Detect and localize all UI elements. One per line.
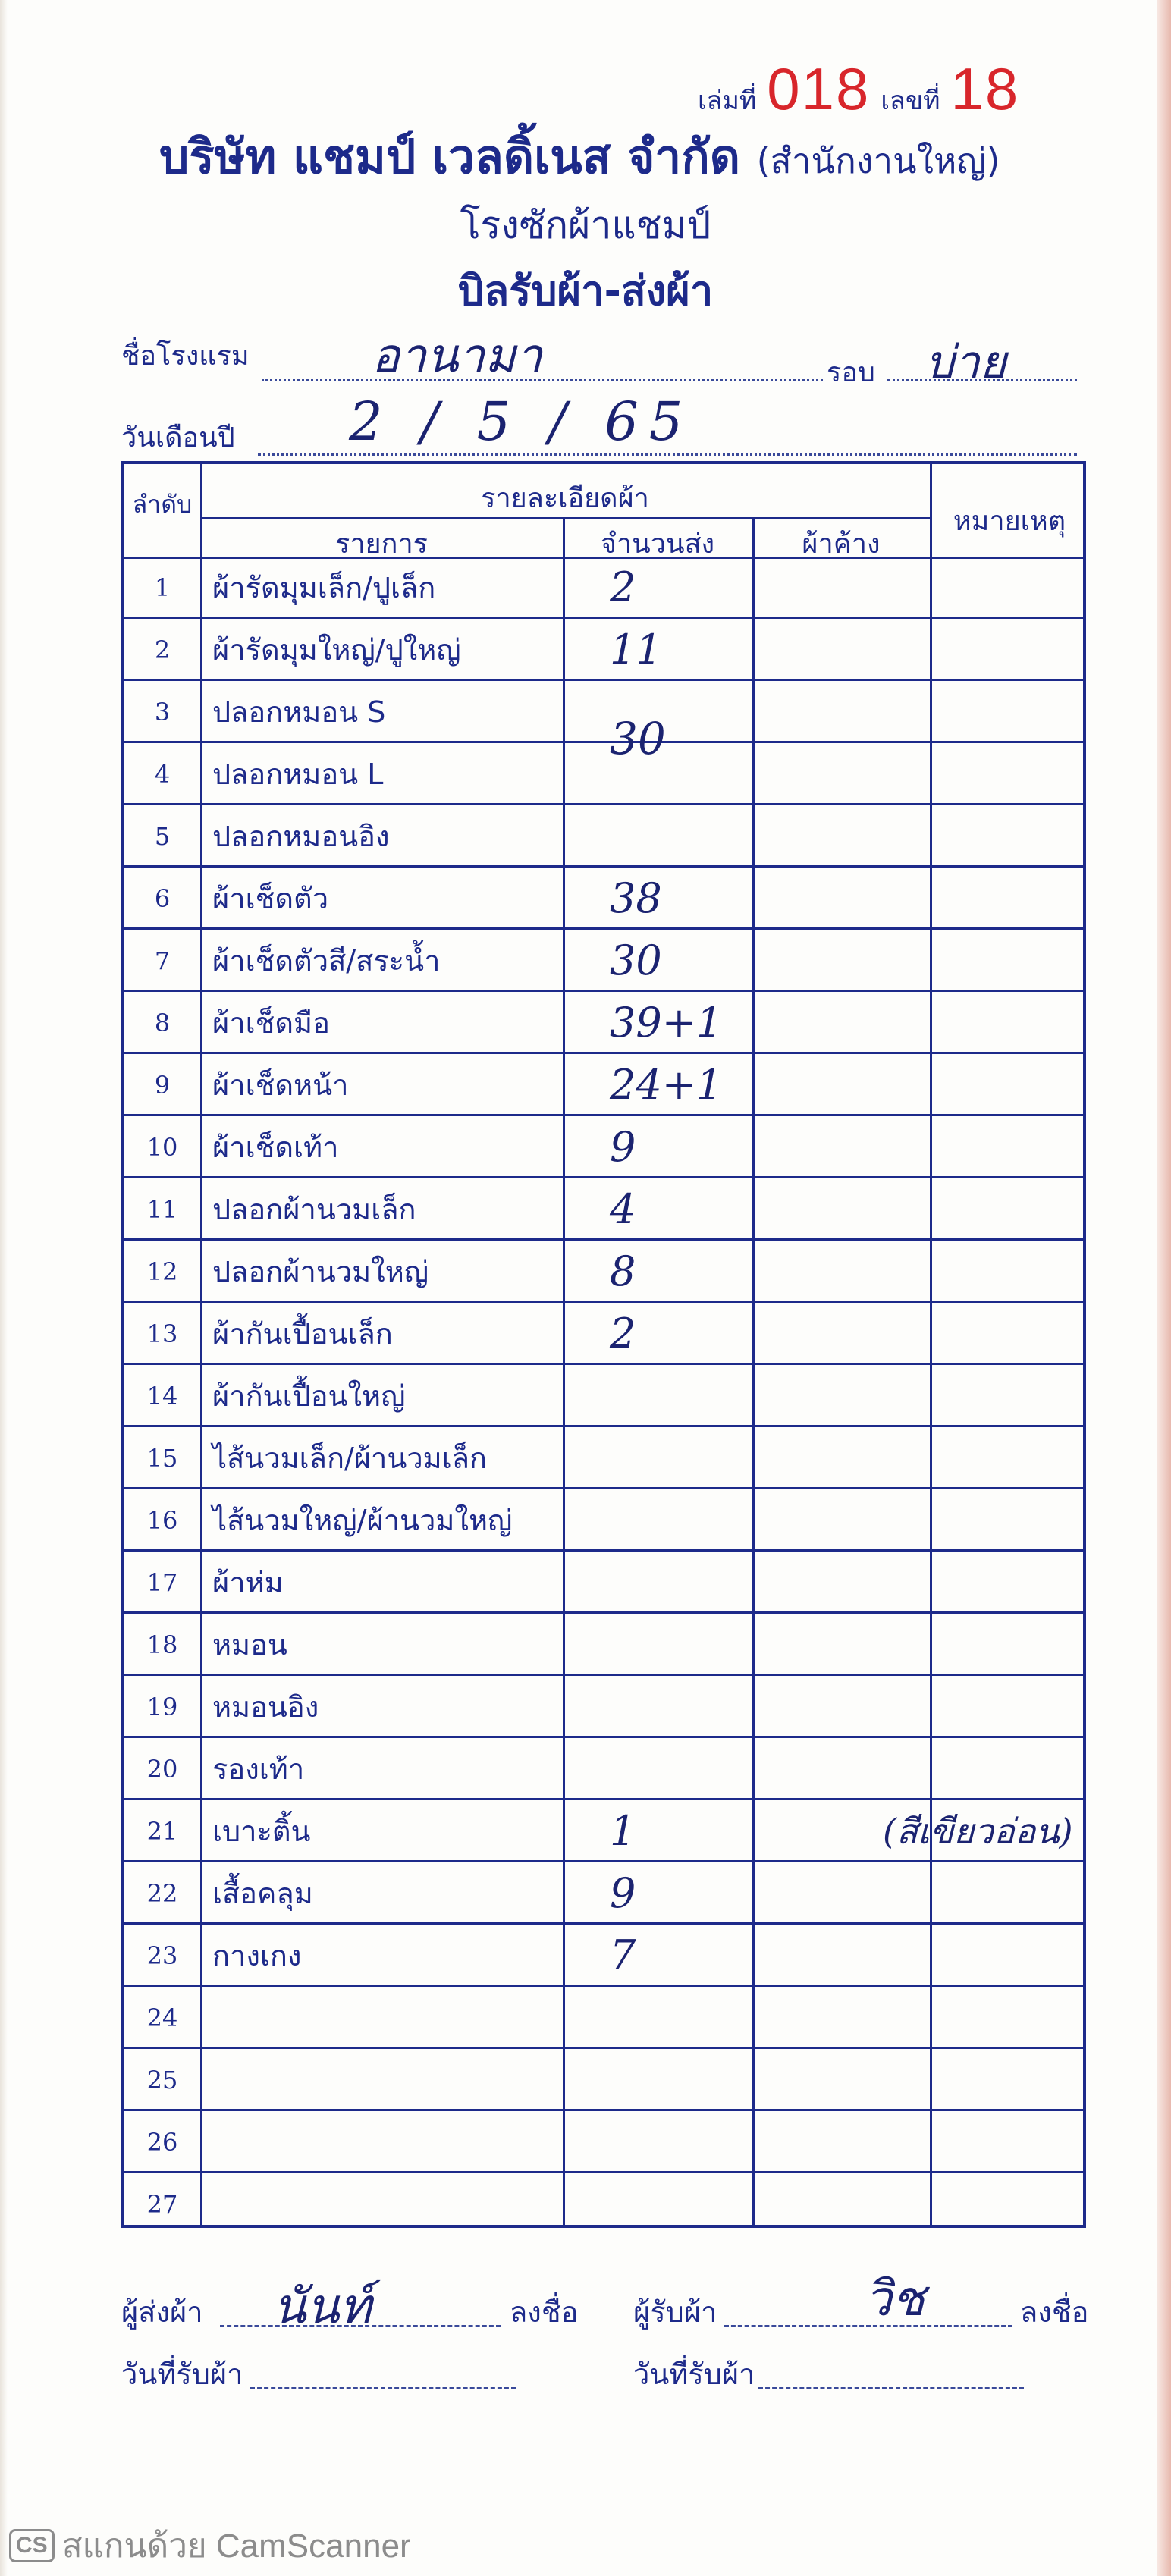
table-row (124, 1489, 1083, 1552)
row-item: ผ้ารัดมุมเล็ก/ปูเล็ก (212, 571, 436, 604)
table-row (124, 557, 1083, 619)
row-remark: (สีเขียวอ่อน) (883, 1811, 1073, 1852)
row-number: 25 (146, 2066, 178, 2094)
row-qty: 9 (610, 1123, 636, 1171)
book-number-block (698, 55, 1019, 124)
table-row (124, 1303, 1083, 1365)
row-qty: 9 (610, 1869, 636, 1917)
table-row (124, 1241, 1083, 1303)
row-item: รองเท้า (212, 1752, 305, 1786)
table-row (124, 2049, 1083, 2111)
row-qty: 8 (610, 1247, 636, 1295)
row-number: 10 (146, 1133, 178, 1162)
row-number: 4 (154, 760, 171, 789)
table-row (124, 1054, 1083, 1116)
row-number: 13 (146, 1319, 178, 1348)
row-number: 11 (146, 1195, 178, 1224)
row-number: 1 (154, 573, 171, 602)
table-row (124, 1676, 1083, 1738)
row-number: 19 (146, 1693, 178, 1721)
col-item-header: รายการ (335, 529, 428, 560)
table-row (124, 619, 1083, 681)
hotel-label: ชื่อโรงแรม (121, 340, 250, 372)
company-name (159, 120, 1069, 194)
number-label: เลขที่ (881, 86, 940, 116)
table-row (124, 2111, 1083, 2173)
table-row (124, 1552, 1083, 1614)
row-item: ผ้าห่ม (212, 1566, 284, 1599)
row-qty (610, 1365, 837, 1427)
row-qty: 2 (610, 563, 636, 611)
row-qty (610, 1614, 837, 1676)
receiver-sign-label: ลงชื่อ (1020, 2295, 1089, 2329)
row-item: ไส้นวมเล็ก/ผ้านวมเล็ก (212, 1442, 488, 1475)
row-number: 8 (154, 1009, 171, 1037)
sender-date-label: วันที่รับผ้า (121, 2358, 243, 2391)
merged-qty-3-4: 30 (610, 713, 666, 764)
company-suffix: (สำนักงานใหญ่) (756, 140, 1000, 181)
row-item: กางเกง (212, 1939, 302, 1972)
row-number: 9 (154, 1071, 171, 1100)
laundry-table (121, 461, 1086, 2228)
hotel-value: อานามา (372, 328, 542, 383)
table-row (124, 868, 1083, 930)
row-number: 17 (146, 1568, 178, 1597)
row-qty: 1 (610, 1807, 636, 1855)
row-item: ผ้าเช็ดเท้า (212, 1131, 339, 1164)
row-qty (610, 2049, 837, 2111)
receiver-date-label: วันที่รับผ้า (633, 2358, 755, 2391)
row-item: ปลอกผ้านวมเล็ก (212, 1193, 416, 1226)
row-qty: 4 (610, 1185, 636, 1233)
row-item: ผ้าเช็ดตัว (212, 882, 329, 915)
table-row (124, 743, 1083, 805)
date-label: วันเดือนปี (121, 422, 235, 453)
row-number: 16 (146, 1506, 178, 1535)
row-item: ผ้าเช็ดตัวสี/สระน้ำ (212, 944, 441, 977)
receiver-label: ผู้รับผ้า (633, 2295, 717, 2329)
table-row (124, 681, 1083, 743)
row-item: ผ้าเช็ดมือ (212, 1006, 330, 1040)
col-no-header: ลำดับ (132, 490, 193, 519)
sender-sign-label: ลงชื่อ (510, 2295, 579, 2329)
table-row (124, 1178, 1083, 1241)
row-qty: 2 (610, 1310, 636, 1357)
round-label: รอบ (827, 357, 875, 388)
book-label: เล่มที่ (698, 86, 757, 116)
row-number: 24 (146, 2003, 178, 2032)
row-number: 14 (146, 1382, 178, 1410)
row-qty (610, 1987, 837, 2049)
row-number: 3 (154, 698, 171, 726)
row-number: 7 (154, 946, 171, 975)
row-item: ผ้ากันเปื้อนใหญ่ (212, 1379, 406, 1413)
row-item: ไส้นวมใหญ่/ผ้านวมใหญ่ (212, 1504, 513, 1537)
sender-label: ผู้ส่งผ้า (121, 2295, 203, 2329)
table-row (124, 992, 1083, 1054)
row-item: เบาะติ้น (212, 1815, 311, 1848)
table-row (124, 1365, 1083, 1427)
table-row (124, 1800, 1083, 1862)
row-item: ผ้ารัดมุมใหญ่/ปูใหญ่ (212, 633, 461, 667)
camscanner-logo: CS (9, 2529, 55, 2562)
row-number: 23 (146, 1941, 178, 1970)
row-qty: 7 (610, 1931, 636, 1979)
bill-title: บิลรับผ้า-ส่งผ้า (457, 267, 714, 315)
row-item: หมอน (212, 1628, 287, 1661)
receiver-date-line (758, 2387, 1024, 2389)
row-number: 22 (146, 1879, 178, 1908)
camscanner-text: สแกนด้วย CamScanner (61, 2527, 411, 2565)
row-qty (610, 1552, 837, 1614)
sender-signature: นันท์ (273, 2279, 372, 2335)
table-row (124, 2173, 1083, 2236)
table-row (124, 1614, 1083, 1676)
row-number: 5 (154, 822, 171, 851)
row-qty (610, 1427, 837, 1489)
table-row (124, 1987, 1083, 2049)
row-qty: 38 (610, 874, 662, 922)
col-remark-header: หมายเหตุ (953, 506, 1066, 537)
row-qty (610, 1489, 837, 1552)
row-qty (610, 1676, 837, 1738)
row-number: 18 (146, 1630, 178, 1659)
row-item: ปลอกหมอนอิง (212, 820, 390, 853)
row-qty: 11 (610, 626, 662, 673)
sender-date-line (250, 2387, 516, 2389)
row-item: ปลอกหมอน S (212, 695, 386, 729)
col-sent-header: จำนวนส่ง (600, 529, 715, 560)
receiver-signature: วิช (865, 2271, 925, 2327)
table-row (124, 930, 1083, 992)
row-item: เสื้อคลุม (212, 1877, 313, 1910)
row-number: 27 (146, 2190, 178, 2219)
row-qty: 24+1 (610, 1061, 723, 1109)
row-item: ปลอกผ้านวมใหญ่ (212, 1255, 429, 1288)
row-number: 12 (146, 1257, 178, 1286)
book-number: 018 (767, 55, 871, 122)
scanner-watermark (9, 2519, 411, 2572)
table-row (124, 1925, 1083, 1987)
row-qty (610, 1738, 837, 1800)
date-dotline (258, 453, 1077, 456)
row-item: ปลอกหมอน L (212, 758, 384, 791)
document-number: 18 (950, 55, 1020, 122)
company-title: บริษัท แชมป์ เวลดิ้เนส จำกัด (159, 129, 741, 184)
row-item: ผ้ากันเปื้อนเล็ก (212, 1317, 393, 1351)
row-number: 21 (146, 1817, 178, 1846)
col-details-header: รายละเอียดผ้า (481, 483, 649, 514)
paper-edge-red (1157, 0, 1171, 2576)
table-row (124, 1427, 1083, 1489)
table-row (124, 805, 1083, 868)
table-row (124, 1116, 1083, 1178)
row-qty: 30 (610, 937, 662, 984)
row-qty: 39+1 (610, 999, 723, 1046)
row-qty (610, 2173, 837, 2236)
plant-name: โรงซักผ้าแชมป์ (460, 203, 711, 247)
row-number: 2 (154, 635, 171, 664)
table-row (124, 1862, 1083, 1925)
row-number: 20 (146, 1755, 178, 1784)
hotel-dotline (262, 379, 823, 381)
table-row (124, 1738, 1083, 1800)
col-pending-header: ผ้าค้าง (802, 529, 881, 560)
row-number: 26 (146, 2128, 178, 2157)
date-value: 2 / 5 / 65 (349, 391, 694, 453)
row-item: หมอนอิง (212, 1690, 319, 1724)
round-value: บ่าย (925, 336, 1006, 389)
row-number: 15 (146, 1444, 178, 1473)
row-qty (610, 2111, 837, 2173)
row-qty (610, 805, 837, 868)
row-number: 6 (154, 884, 171, 913)
paper-edge-left (0, 0, 8, 2576)
row-item: ผ้าเช็ดหน้า (212, 1068, 349, 1102)
